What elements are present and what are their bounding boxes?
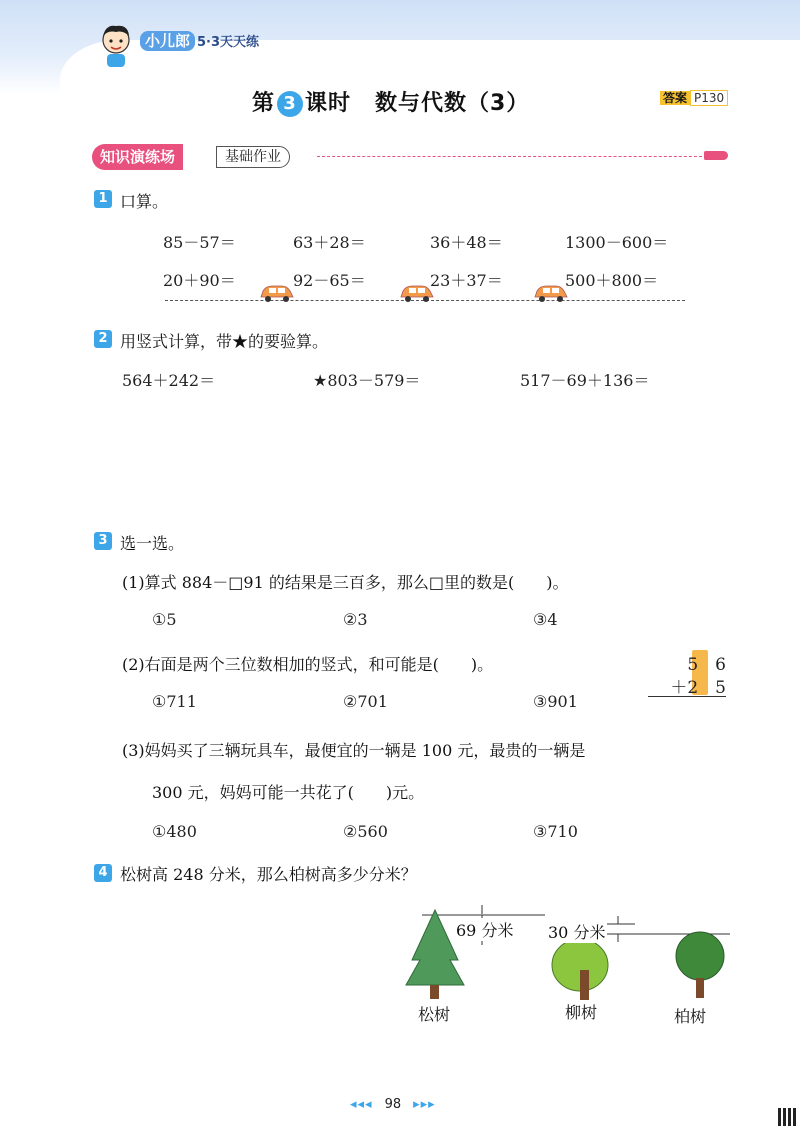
car-icon — [398, 283, 436, 303]
lesson-topic: 数与代数（3） — [375, 91, 530, 116]
diff-label-2: 30 分米 — [546, 920, 607, 943]
q1-title: 口算。 — [120, 192, 169, 211]
q3-part1: (1)算式 884－□91 的结果是三百多，那么□里的数是( )。 — [122, 573, 569, 592]
car-icon — [532, 283, 570, 303]
q1-expr: 20＋90＝ — [163, 271, 236, 290]
q3-p1-option: ③4 — [533, 610, 558, 629]
pencil-icon — [704, 151, 728, 160]
section-subtitle: 基础作业 — [216, 146, 290, 168]
lesson-prefix: 第 — [252, 91, 276, 116]
footer — [350, 1097, 436, 1112]
answer-badge — [660, 88, 728, 108]
q3-part3-line2: 300 元，妈妈可能一共花了( )元。 — [152, 783, 425, 802]
q3-p3-option: ③710 — [533, 822, 578, 841]
q3-p2-option: ②701 — [343, 692, 388, 711]
q3-p1-option: ②3 — [343, 610, 368, 629]
q2-expr: 564＋242＝ — [122, 371, 216, 390]
lesson-title — [252, 86, 529, 117]
q3-p1-option: ①5 — [152, 610, 177, 629]
vertical-addition — [648, 650, 726, 700]
q3-number: 3 — [94, 532, 112, 550]
q1-expr: 23＋37＝ — [430, 271, 503, 290]
vertical-bottom-row: ＋2 5 — [670, 678, 726, 698]
section-title: 知识演练场 — [92, 144, 183, 170]
vertical-sum-line — [648, 696, 726, 697]
tree-label: 松树 — [418, 1005, 451, 1024]
q1-expr: 36＋48＝ — [430, 233, 503, 252]
q3-p2-option: ③901 — [533, 692, 578, 711]
q1-expr: 85－57＝ — [163, 233, 236, 252]
brand — [140, 30, 259, 51]
q1-expr: 92－65＝ — [293, 271, 366, 290]
q3-p3-option: ②560 — [343, 822, 388, 841]
qr-code-icon — [778, 1108, 796, 1126]
q2-number: 2 — [94, 330, 112, 348]
q1-expr: 63＋28＝ — [293, 233, 366, 252]
q3-p2-option: ①711 — [152, 692, 197, 711]
page-number: 98 — [384, 1097, 402, 1112]
car-icon — [258, 283, 296, 303]
q1-expr: 1300－600＝ — [565, 233, 669, 252]
lesson-number: 3 — [277, 91, 303, 117]
q3-title: 选一选。 — [120, 534, 185, 553]
q2-expr: 517－69＋136＝ — [520, 371, 650, 390]
prev-page-arrows: ◂◂◂ — [350, 1097, 373, 1112]
lesson-suffix: 课时 — [305, 91, 352, 116]
next-page-arrows: ▸▸▸ — [413, 1097, 436, 1112]
q3-part2: (2)右面是两个三位数相加的竖式，和可能是( )。 — [122, 655, 494, 674]
q1-expr: 500＋800＝ — [565, 271, 659, 290]
q4-number: 4 — [94, 864, 112, 882]
q2-expr: ★803－579＝ — [313, 371, 421, 390]
tree-label: 柳树 — [565, 1003, 598, 1022]
answer-page: P130 — [690, 90, 728, 106]
mascot-icon — [96, 22, 136, 68]
diff-label-1: 69 分米 — [454, 918, 515, 941]
vertical-top-row: 5 6 — [687, 655, 726, 675]
q1-number: 1 — [94, 190, 112, 208]
section-header — [92, 144, 732, 170]
q4-title: 松树高 248 分米，那么柏树高多少分米？ — [120, 865, 417, 884]
brand-name: 小儿郎 — [140, 31, 195, 51]
q3-p3-option: ①480 — [152, 822, 197, 841]
q3-part3-line1: (3)妈妈买了三辆玩具车，最便宜的一辆是 100 元，最贵的一辆是 — [122, 741, 586, 760]
q2-title: 用竖式计算，带★的要验算。 — [120, 332, 329, 351]
brand-sub: 5·3天天练 — [197, 35, 260, 50]
section-divider — [317, 156, 707, 157]
tree-label: 柏树 — [674, 1007, 707, 1026]
answer-label: 答案 — [660, 91, 690, 105]
